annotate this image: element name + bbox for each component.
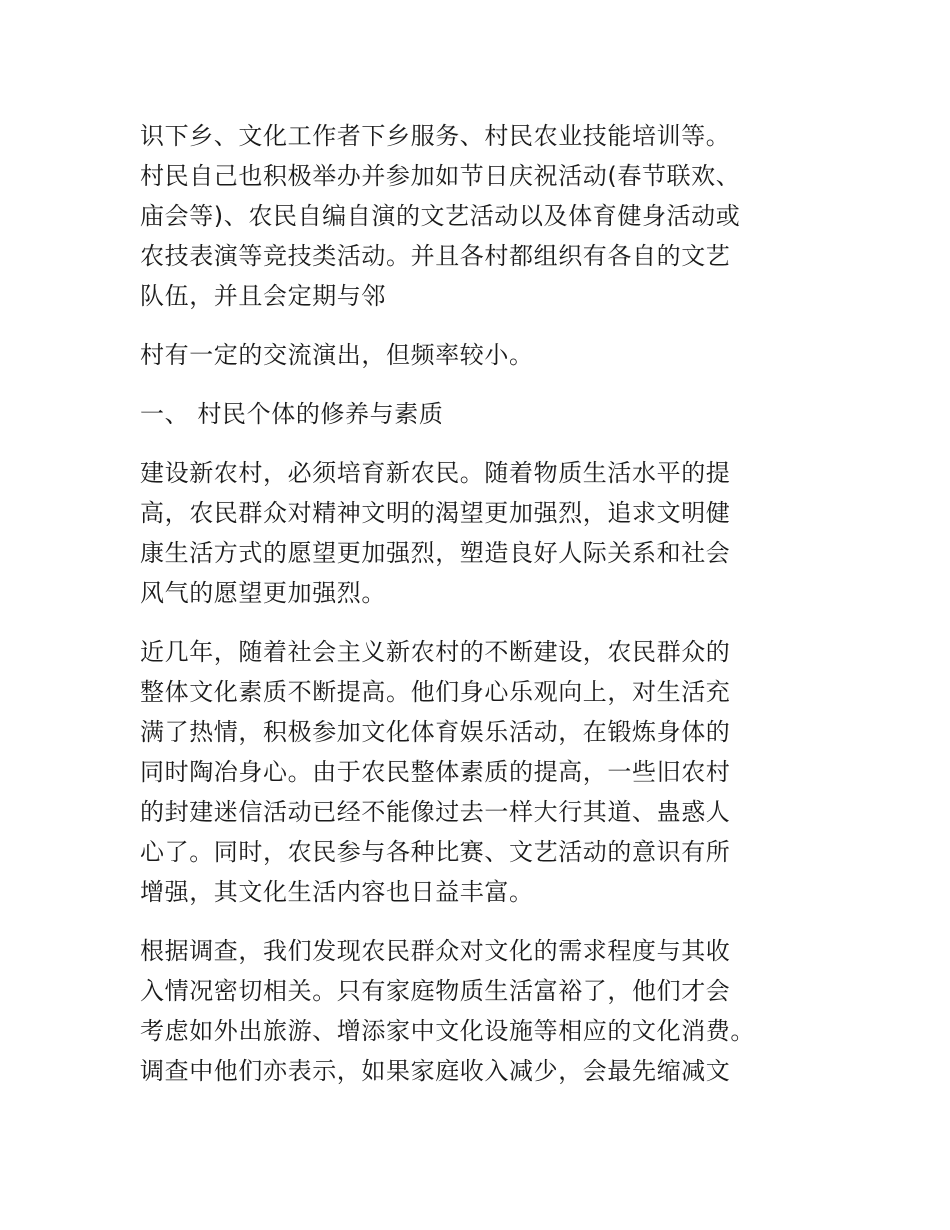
paragraph-recent-years (140, 632, 810, 912)
text-line: 考虑如外出旅游、增添家中文化设施等相应的文化消费。 (140, 1017, 755, 1045)
text-line: 农技表演等竞技类活动。并且各村都组织有各自的文艺 (140, 242, 731, 270)
text-line: 满了热情，积极参加文化体育娱乐活动，在锻炼身体的 (140, 718, 731, 746)
text-line: 村民自己也积极举办并参加如节日庆祝活动(春节联欢、 (140, 162, 741, 190)
text-line: 风气的愿望更加强烈。 (140, 579, 386, 607)
heading-line: 一、 村民个体的修养与素质 (140, 400, 444, 428)
text-line: 同时陶冶身心。由于农民整体素质的提高，一些旧农村 (140, 758, 731, 786)
text-line: 村有一定的交流演出，但频率较小。 (140, 341, 534, 369)
text-line: 建设新农村，必须培育新农民。随着物质生活水平的提 (140, 459, 731, 487)
text-line: 近几年，随着社会主义新农村的不断建设，农民群众的 (140, 638, 731, 666)
text-line: 的封建迷信活动已经不能像过去一样大行其道、蛊惑人 (140, 798, 731, 826)
text-line: 庙会等)、农民自编自演的文艺活动以及体育健身活动或 (140, 202, 741, 230)
text-line: 识下乡、文化工作者下乡服务、村民农业技能培训等。 (140, 122, 731, 150)
paragraph-activities (140, 116, 810, 316)
text-line: 心了。同时，农民参与各种比赛、文艺活动的意识有所 (140, 838, 731, 866)
text-line: 根据调查，我们发现农民群众对文化的需求程度与其收 (140, 937, 731, 965)
paragraph-new-farmers (140, 453, 810, 613)
text-line: 整体文化素质不断提高。他们身心乐观向上，对生活充 (140, 678, 731, 706)
section-heading (140, 394, 810, 434)
paragraph-survey (140, 931, 810, 1091)
document-body (140, 116, 810, 1110)
paragraph-exchange (140, 335, 810, 375)
text-line: 高，农民群众对精神文明的渴望更加强烈，追求文明健 (140, 499, 731, 527)
text-line: 入情况密切相关。只有家庭物质生活富裕了，他们才会 (140, 977, 731, 1005)
text-line: 调查中他们亦表示，如果家庭收入减少，会最先缩减文 (140, 1057, 731, 1085)
text-line: 增强，其文化生活内容也日益丰富。 (140, 878, 534, 906)
text-line: 队伍，并且会定期与邻 (140, 282, 386, 310)
text-line: 康生活方式的愿望更加强烈，塑造良好人际关系和社会 (140, 539, 731, 567)
